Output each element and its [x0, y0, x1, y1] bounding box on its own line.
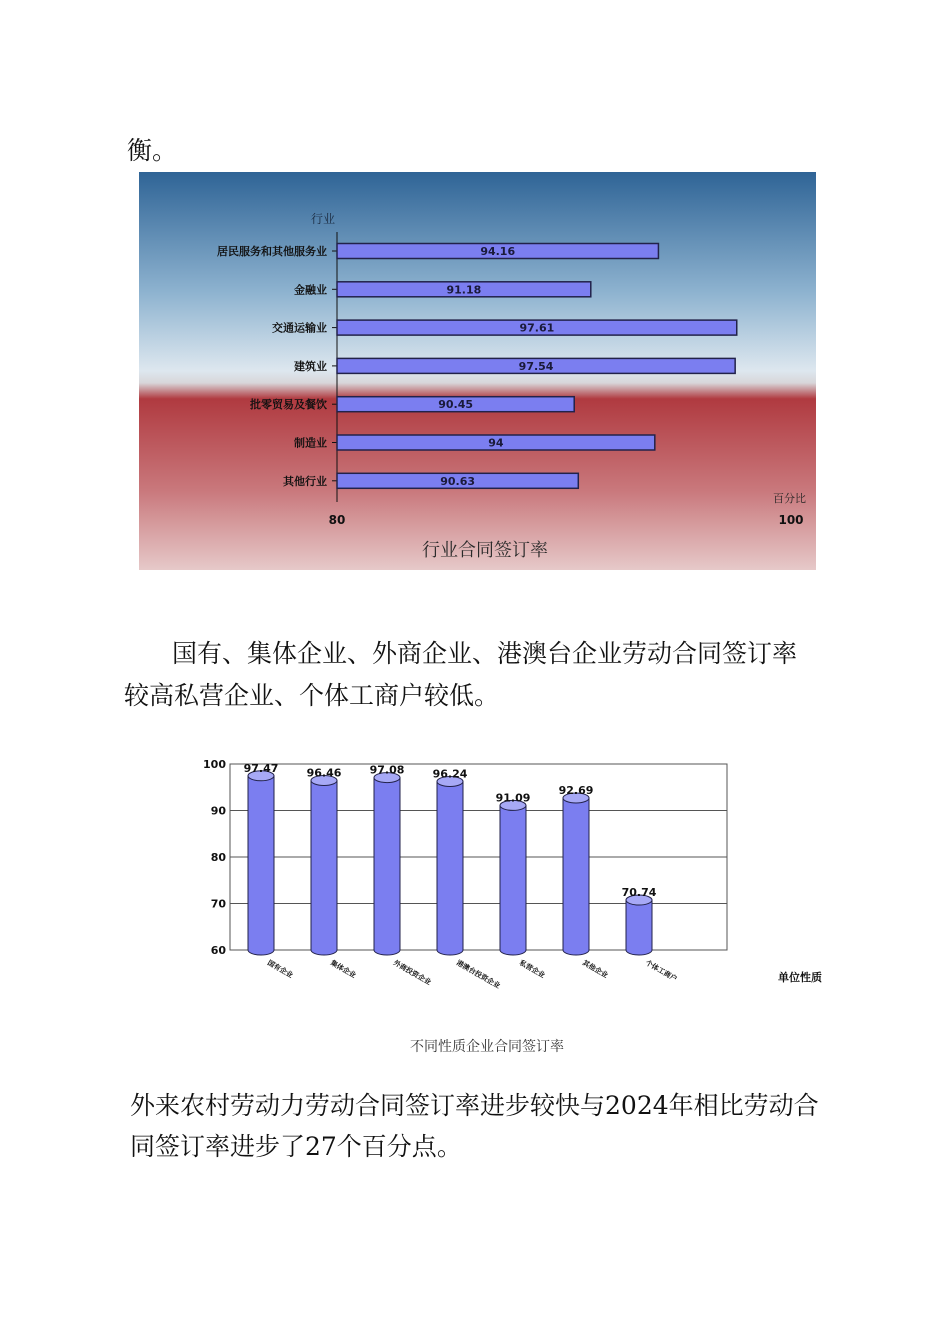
- category-label: 集体企业: [329, 958, 358, 980]
- cylinder-bar: [500, 805, 526, 955]
- y-tick-label: 80: [210, 851, 226, 864]
- enterprise-type-contract-rate-chart: [200, 750, 840, 1060]
- bar-value-label: 94.16: [480, 245, 516, 258]
- bar-chart-horizontal: [139, 172, 816, 570]
- chart-title: 行业合同签订率: [422, 540, 548, 561]
- x-tick-label: 80: [328, 513, 346, 527]
- bar-value-label: 97.08: [369, 763, 405, 777]
- x-axis-label: 百分比: [773, 492, 806, 505]
- category-label: 其他企业: [581, 958, 610, 980]
- category-label: 国有企业: [266, 958, 295, 980]
- y-tick-label: 90: [210, 804, 226, 818]
- y-tick-label: 60: [210, 944, 226, 957]
- paragraph-fragment: 衡。: [127, 136, 178, 165]
- bar-value-label: 90.63: [440, 474, 476, 488]
- bar-value-label: 92.69: [558, 783, 594, 797]
- industry-contract-rate-chart: [139, 172, 816, 570]
- bar-value-label: 91.18: [446, 283, 482, 297]
- bar-value-label: 70.74: [621, 886, 657, 900]
- cylinder-bar: [248, 776, 274, 955]
- category-label: 交通运输业: [272, 321, 327, 335]
- y-tick-label: 70: [210, 897, 226, 911]
- y-axis-label: 行业: [311, 212, 336, 226]
- bar-value-label: 97.61: [519, 321, 555, 335]
- bar-value-label: 97.54: [518, 359, 554, 373]
- bar-value-label: 96.24: [432, 767, 468, 781]
- bar-value-label: 97.47: [243, 761, 279, 775]
- category-label: 居民服务和其他服务业: [217, 245, 327, 258]
- category-label: 制造业: [294, 436, 327, 450]
- bar-value-label: 91.09: [495, 791, 531, 805]
- category-label: 金融业: [294, 283, 327, 297]
- chart-title: 不同性质企业合同签订率: [410, 1039, 564, 1055]
- paragraph-2-line-2: 同签订率进步了27个百分点。: [130, 1132, 462, 1161]
- bar-value-label: 96.46: [306, 766, 342, 780]
- category-label: 外商投资企业: [392, 958, 433, 987]
- paragraph-1-line-2: 较高私营企业、个体工商户较低。: [124, 681, 500, 710]
- cylinder-bar: [626, 900, 652, 955]
- x-axis-label: 单位性质: [778, 971, 822, 984]
- paragraph-2-line-1: 外来农村劳动力劳动合同签订率进步较快与2024年相比劳动合: [130, 1091, 819, 1120]
- cylinder-bar: [374, 778, 400, 955]
- paragraph-1-line-1: 国有、集体企业、外商企业、港澳台企业劳动合同签订率: [172, 639, 798, 668]
- bar-chart-cylinder: [200, 750, 840, 1060]
- bar-value-label: 90.45: [438, 398, 474, 412]
- y-tick-label: 100: [203, 758, 226, 771]
- category-label: 私营企业: [518, 958, 547, 980]
- cylinder-bar: [311, 780, 337, 955]
- category-label: 港澳台投资企业: [455, 958, 502, 991]
- cylinder-bar: [563, 798, 589, 955]
- category-label: 建筑业: [294, 359, 327, 373]
- category-label: 批零贸易及餐饮: [250, 398, 327, 412]
- category-label: 个体工商户: [644, 958, 679, 984]
- bar-value-label: 94: [488, 436, 504, 450]
- x-tick-label: 100: [778, 513, 804, 527]
- category-label: 其他行业: [283, 474, 327, 488]
- cylinder-bar: [437, 781, 463, 955]
